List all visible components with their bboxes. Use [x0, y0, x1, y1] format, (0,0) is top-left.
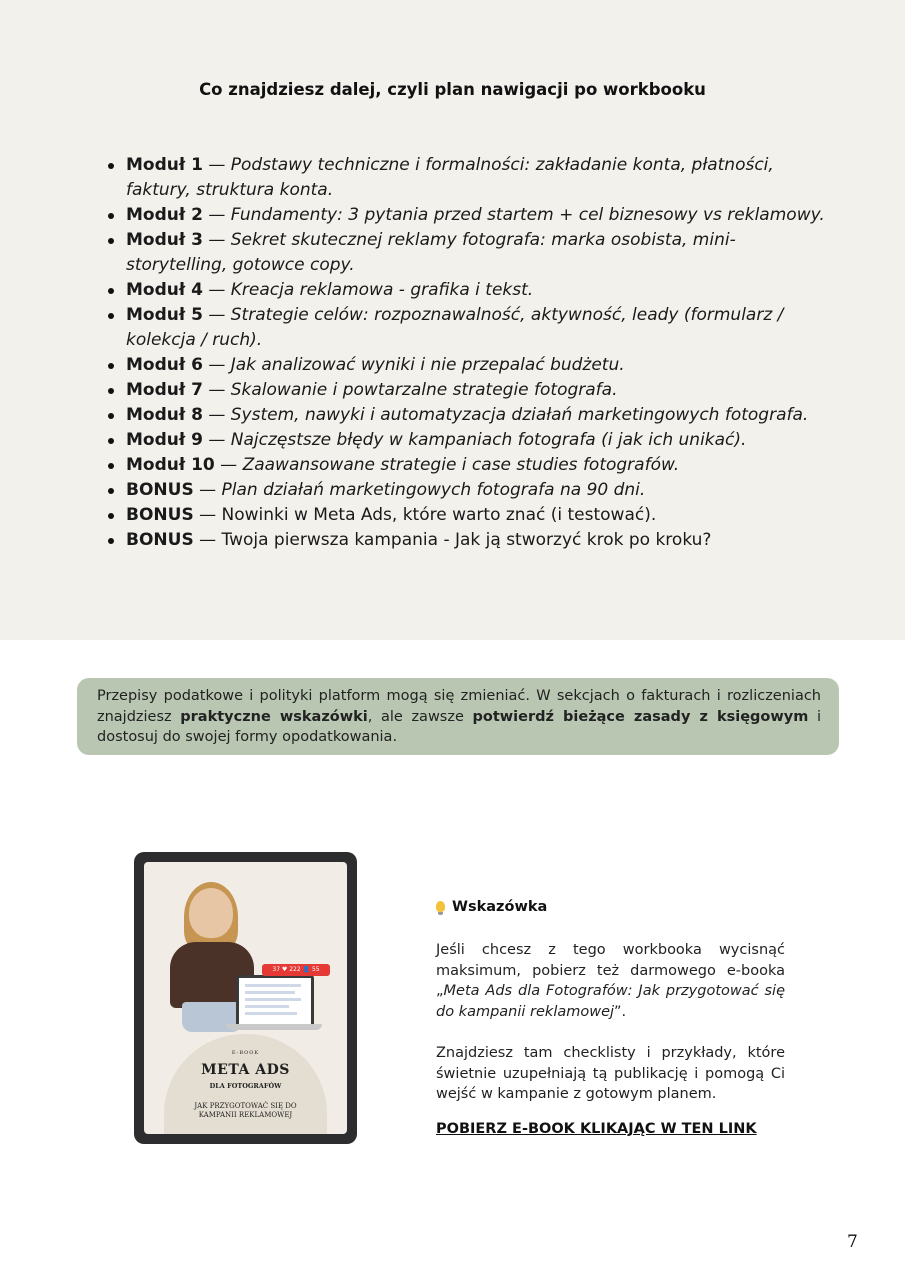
module-item [105, 478, 825, 503]
module-item-description: Jak analizować wyniki i nie przepalać budżetu. [230, 355, 625, 375]
page-number: 7 [847, 1232, 858, 1252]
module-item-title: Moduł 7 [126, 380, 203, 400]
module-item-description: Kreacja reklamowa - grafika i tekst. [230, 280, 534, 300]
section-title: Co znajdziesz dalej, czyli plan nawigacji po workbooku [199, 80, 706, 99]
person-head [189, 888, 233, 938]
module-item-title: BONUS [126, 530, 194, 550]
module-item [105, 203, 825, 228]
module-item-dash: — [193, 530, 222, 550]
note-bold-2: potwierdź bieżące zasady z księgowym [472, 708, 809, 725]
module-item [105, 278, 825, 303]
cover-desc-line-1: JAK PRZYGOTOWAĆ SIĘ DO [194, 1102, 297, 1110]
tip-heading [436, 899, 547, 915]
download-ebook-link[interactable]: POBIERZ E-BOOK KLIKAJĄC W TEN LINK [436, 1121, 757, 1137]
module-item [105, 453, 825, 478]
module-item [105, 153, 825, 203]
tip-paragraph-2: Znajdziesz tam checklisty i przykłady, które świetnie uzupełniają tą publikację i pomogą Ci wejść w kampanie z gotowym planem. [436, 1045, 785, 1102]
tip-p1-text-1: Jeśli chcesz z tego workbooka wycisnąć maksimum, pobierz też darmowego e-booka „ [436, 942, 785, 999]
module-item-title: BONUS [126, 505, 194, 525]
module-item-dash: — [193, 505, 222, 525]
cover-label-ebook: E-BOOK [231, 1050, 260, 1056]
module-item-description: Nowinki w Meta Ads, które warto znać (i testować). [221, 505, 657, 525]
module-item-dash: — [202, 355, 231, 375]
module-item-dash: — [202, 230, 231, 250]
module-item-title: Moduł 6 [126, 355, 203, 375]
module-item-dash: — [193, 480, 222, 500]
module-item [105, 378, 825, 403]
module-item-description: Strategie celów: rozpoznawalność, aktywność, leady (formularz / kolekcja / ruch). [126, 305, 784, 350]
module-item-dash: — [202, 380, 231, 400]
module-item-dash: — [202, 205, 231, 225]
module-item-title: Moduł 2 [126, 205, 203, 225]
module-list [105, 153, 825, 553]
ebook-tablet-mockup [134, 852, 357, 1144]
tip-p1-ebook-title: Meta Ads dla Fotografów: Jak przygotować się do kampanii reklamowej [436, 983, 785, 1020]
module-item-title: Moduł 8 [126, 405, 203, 425]
module-item-dash: — [214, 455, 243, 475]
module-item [105, 503, 825, 528]
engagement-stats-badge: 37 ♥ 222 👤 55 [262, 964, 330, 976]
bulb-icon [436, 901, 445, 912]
laptop-base [226, 1024, 322, 1030]
module-item-title: Moduł 10 [126, 455, 215, 475]
module-item-dash: — [202, 305, 231, 325]
module-item [105, 428, 825, 453]
module-item-dash: — [202, 280, 231, 300]
tip-heading-text: Wskazówka [452, 899, 548, 915]
module-item-description: Fundamenty: 3 pytania przed startem + cel biznesowy vs reklamowy. [230, 205, 825, 225]
note-text-1: Przepisy podatkowe i polityki platform mogą się zmieniać. W sekcjach o fakturach i rozliczeniach znajdziesz [97, 688, 821, 725]
module-item-description: Sekret skutecznej reklamy fotografa: marka osobista, mini-storytelling, gotowce copy. [126, 230, 736, 275]
cover-subtitle: DLA FOTOGRAFÓW [209, 1082, 282, 1090]
module-item-title: Moduł 4 [126, 280, 203, 300]
module-item-dash: — [202, 155, 231, 175]
module-item-description: Podstawy techniczne i formalności: zakładanie konta, płatności, faktury, struktura konta. [126, 155, 774, 200]
tip-paragraph-1 [436, 940, 785, 1022]
laptop-icon [236, 975, 314, 1027]
module-item-description: Skalowanie i powtarzalne strategie fotografa. [230, 380, 618, 400]
note-bold-1: praktyczne wskazówki [180, 708, 368, 725]
module-item-title: BONUS [126, 480, 194, 500]
cover-description [144, 1102, 347, 1120]
module-item [105, 303, 825, 353]
module-item-description: Plan działań marketingowych fotografa na 90 dni. [221, 480, 646, 500]
module-item-description: System, nawyki i automatyzacja działań marketingowych fotografa. [230, 405, 809, 425]
module-item-title: Moduł 9 [126, 430, 203, 450]
module-item-title: Moduł 5 [126, 305, 203, 325]
module-item-dash: — [202, 430, 231, 450]
module-item-dash: — [202, 405, 231, 425]
note-text-3: i dostosuj do swojej formy opodatkowania. [97, 708, 821, 745]
tip-p1-text-2: ”. [614, 1003, 627, 1020]
module-item-description: Twoja pierwsza kampania - Jak ją stworzyć krok po kroku? [221, 530, 712, 550]
module-item-description: Najczęstsze błędy w kampaniach fotografa (i jak ich unikać). [230, 430, 747, 450]
module-item [105, 353, 825, 378]
module-item [105, 528, 825, 553]
cover-title: META ADS [201, 1062, 290, 1078]
module-item-title: Moduł 1 [126, 155, 203, 175]
module-item [105, 403, 825, 428]
ebook-cover [144, 862, 347, 1134]
tax-note-box [77, 678, 839, 755]
module-item-description: Zaawansowane strategie i case studies fotografów. [242, 455, 680, 475]
module-item-title: Moduł 3 [126, 230, 203, 250]
cover-desc-line-2: KAMPANII REKLAMOWEJ [198, 1111, 293, 1119]
note-text-2: , ale zawsze [367, 708, 473, 725]
module-item [105, 228, 825, 278]
